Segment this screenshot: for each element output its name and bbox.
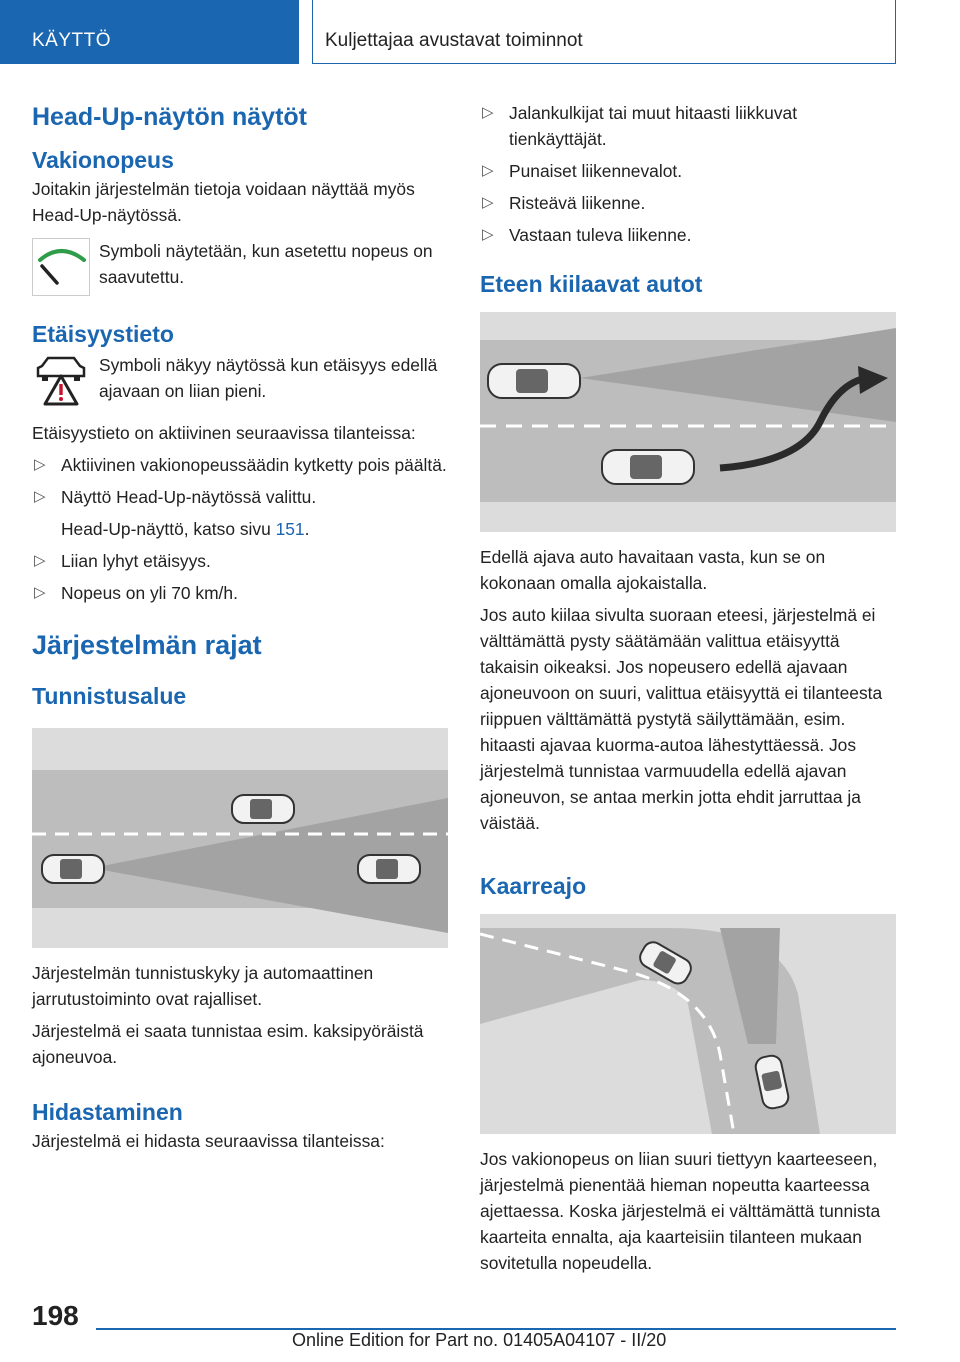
- header-chapter-box: [312, 0, 896, 64]
- speed-icon-text: Symboli näytetään, kun asetettu nopeus on saavutettu.: [99, 241, 433, 287]
- right-column: [480, 100, 896, 1276]
- range-text-1: Järjestelmän tunnistuskyky ja automaattinen jarrutustoiminto ovat rajalliset.: [32, 963, 374, 1009]
- heading-deceleration: Hidastaminen: [32, 1099, 183, 1125]
- header-chapter-label: Kuljettajaa avustavat toiminnot: [325, 30, 583, 51]
- triangle-bullet-icon: ▷: [34, 552, 46, 569]
- cornering-text: Jos vakionopeus on liian suuri tiettyyn kaarteeseen, järjestelmä pienentää hieman nopeutta kaarteessa ajettaessa. Koska järjestelmä ei välttämättä tunnista kaarteita ennalta, aja kaarteisiin tilanteen mukaan sovitetulla nopeudella.: [480, 1149, 881, 1273]
- header-section-tab: [0, 0, 299, 64]
- list-item: ▷ Vastaan tuleva liikenne.: [480, 222, 896, 248]
- list-item: ▷ Punaiset liikennevalot.: [480, 158, 896, 184]
- header-section-label: KÄYTTÖ: [32, 30, 112, 51]
- distance-intro: Etäisyystieto on aktiivinen seuraavissa tilanteissa:: [32, 423, 416, 443]
- page-link[interactable]: 151: [275, 519, 305, 539]
- distance-warning-icon: [32, 352, 90, 410]
- cut-in-text-1: Edellä ajava auto havaitaan vasta, kun se on kokonaan omalla ajokaistalla.: [480, 547, 826, 593]
- heading-cruise-speed: Vakionopeus: [32, 147, 174, 173]
- heading-detection-range: Tunnistusalue: [32, 683, 187, 709]
- detection-range-figure: [32, 728, 448, 948]
- triangle-bullet-icon: ▷: [482, 104, 494, 121]
- list-item: ▷ Risteävä liikenne.: [480, 190, 896, 216]
- triangle-bullet-icon: ▷: [34, 456, 46, 473]
- triangle-bullet-icon: ▷: [34, 488, 46, 505]
- hud-page-reference: Head-Up-näyttö, katso sivu 151.: [61, 519, 310, 539]
- distance-conditions-list: [32, 452, 448, 606]
- deceleration-exceptions-list: [480, 100, 896, 248]
- distance-icon-text: Symboli näkyy näytössä kun etäisyys edellä ajavaan on liian pieni.: [99, 355, 438, 401]
- left-column: [32, 100, 448, 1154]
- cut-in-text-2: Jos auto kiilaa sivulta suoraan eteesi, järjestelmä ei välttämättä pysty säätämään valittua etäisyyttä takaisin oikeaksi. Jos nopeusero edellä ajavaan ajoneuvoon on suuri, valittua etäisyyttä ei tilanteesta riippuen välttämättä pystytä säilyttämään, esim. hitaasti ajavaa kuorma-autoa lähestyttäessä. Jos järjestelmä tunnistaa varmuudella edellä ajavan ajoneuvon, se antaa merkin jotta ehdit jarruttaa ja väistää.: [480, 605, 883, 833]
- page-number: 198: [32, 1300, 79, 1331]
- deceleration-intro: Järjestelmä ei hidasta seuraavissa tilanteissa:: [32, 1131, 385, 1151]
- footer-edition: Online Edition for Part no. 01405A04107 - II/20: [292, 1330, 667, 1350]
- list-item: ▷ Aktiivinen vakionopeussäädin kytketty pois päältä.: [32, 452, 448, 478]
- triangle-bullet-icon: ▷: [482, 194, 494, 211]
- cut-in-figure: [480, 312, 896, 532]
- speedometer-icon: [32, 238, 90, 296]
- heading-distance-info: Etäisyystieto: [32, 321, 174, 347]
- range-text-2: Järjestelmä ei saata tunnistaa esim. kaksipyöräistä ajoneuvoa.: [32, 1021, 424, 1067]
- heading-hud-displays: Head-Up-näytön näytöt: [32, 103, 307, 131]
- cornering-figure: [480, 914, 896, 1134]
- speed-icon-row: [32, 238, 448, 296]
- triangle-bullet-icon: ▷: [34, 584, 46, 601]
- cruise-speed-text: Joitakin järjestelmän tietoja voidaan näyttää myös Head-Up-näytössä.: [32, 179, 415, 225]
- list-item: ▷ Näyttö Head-Up-näytössä valittu. Head-Up-näyttö, katso sivu 151.: [32, 484, 448, 542]
- list-item: ▷ Jalankulkijat tai muut hitaasti liikkuvat tienkäyttäjät.: [480, 100, 896, 152]
- triangle-bullet-icon: ▷: [482, 226, 494, 243]
- heading-cut-in-vehicles: Eteen kiilaavat autot: [480, 271, 703, 297]
- heading-system-limits: Järjestelmän rajat: [32, 630, 262, 660]
- list-item: ▷ Nopeus on yli 70 km/h.: [32, 580, 448, 606]
- triangle-bullet-icon: ▷: [482, 162, 494, 179]
- list-item: ▷ Liian lyhyt etäisyys.: [32, 548, 448, 574]
- heading-cornering: Kaarreajo: [480, 873, 587, 899]
- distance-icon-row: [32, 352, 448, 410]
